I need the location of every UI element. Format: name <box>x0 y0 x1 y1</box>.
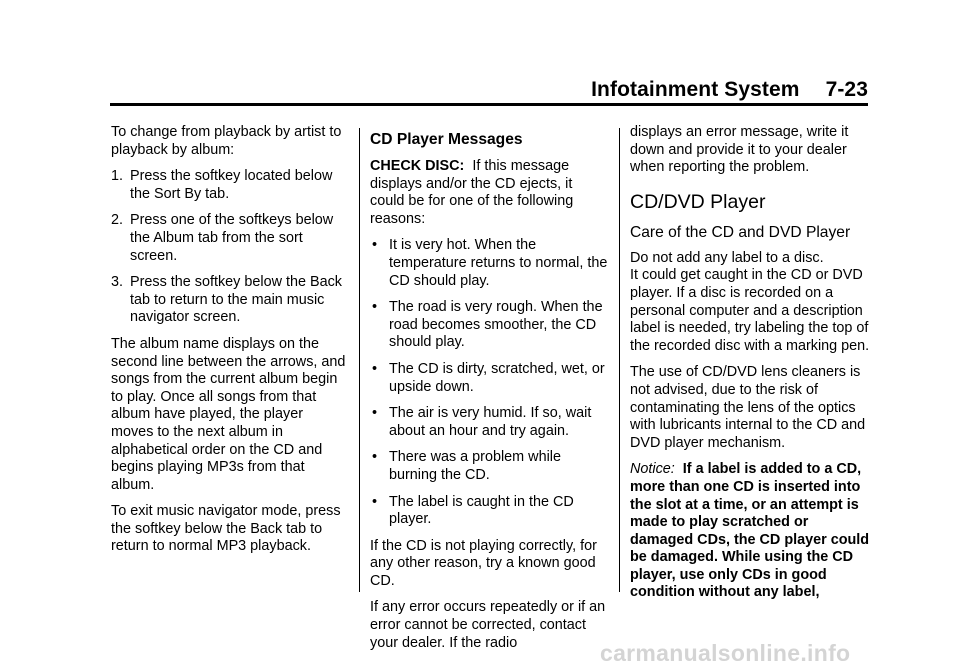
step-item <box>111 274 349 327</box>
bullet-icon: • <box>372 493 378 510</box>
step-item <box>111 212 349 265</box>
step-text: Press the softkey below the Back tab to return to the main music navigator screen. <box>130 274 342 326</box>
exit-paragraph: To exit music navigator mode, press the softkey below the Back tab to return to normal MP3 playback. <box>111 503 341 555</box>
column-divider-2 <box>619 128 620 592</box>
step-number: 2. <box>111 212 124 229</box>
care-subheading: Care of the CD and DVD Player <box>630 223 851 241</box>
step-number: 1. <box>111 168 124 185</box>
error-paragraph: If any error occurs repeatedly or if an error cannot be corrected, contact your dealer. If the radio <box>370 599 606 651</box>
bullet-icon: • <box>372 449 378 466</box>
label-warning: Do not add any label to a disc. <box>630 249 824 266</box>
label-paragraph <box>630 250 870 356</box>
bullet-text: The air is very humid. If so, wait about an hour and try again. <box>389 405 592 439</box>
column-2 <box>370 124 610 661</box>
bullet-item <box>370 361 610 396</box>
step-number: 3. <box>111 274 124 291</box>
step-text: Press the softkey located below the Sort By tab. <box>130 168 333 202</box>
lens-cleaner-paragraph: The use of CD/DVD lens cleaners is not advised, due to the risk of contaminating the lens of the optics with lubricants internal to the CD and DVD player mechanism. <box>630 364 866 451</box>
header-rule <box>110 103 868 106</box>
step-text: Press one of the softkeys below the Album tab from the sort screen. <box>130 212 334 264</box>
bullet-text: The CD is dirty, scratched, wet, or upside down. <box>389 360 605 395</box>
label-explanation: It could get caught in the CD or DVD player. If a disc is recorded on a personal computer and a description label is needed, try labeling the top of the recorded disc with a marking pen. <box>630 267 870 354</box>
page-number: 7-23 <box>825 78 868 101</box>
bullet-text: It is very hot. When the temperature returns to normal, the CD should play. <box>389 237 608 289</box>
notice-paragraph <box>630 461 870 602</box>
column-1 <box>111 124 349 565</box>
bullet-text: There was a problem while burning the CD. <box>389 449 561 483</box>
bullet-icon: • <box>372 405 378 422</box>
column-divider-1 <box>359 128 360 592</box>
bullet-item <box>370 299 610 352</box>
cd-messages-heading: CD Player Messages <box>370 131 523 148</box>
check-disc-text: If this message displays and/or the CD ejects, it could be for one of the following reasons: <box>370 158 574 227</box>
section-title: Infotainment System <box>591 78 800 101</box>
notice-text: If a label is added to a CD, more than one CD is inserted into the slot at a time, or an attempt is made to play scratched or damaged CDs, the CD player could be damaged. While using the CD player, use only CDs in good condition without any label, <box>630 461 870 601</box>
intro-text: To change from playback by artist to playback by album: <box>111 124 342 158</box>
error-continuation: displays an error message, write it down and provide it to your dealer when reporting the problem. <box>630 124 849 176</box>
bullet-item <box>370 405 610 440</box>
bullet-item <box>370 494 610 529</box>
step-item <box>111 168 349 203</box>
watermark: carmanualsonline.info <box>600 640 851 666</box>
album-paragraph: The album name displays on the second line between the arrows, and songs from the current album begin to play. Once all songs from that album have played, the player moves to the next album in alphabetical order on the CD and begins playing MP3s from that album. <box>111 335 346 493</box>
column-3 <box>630 124 870 611</box>
bullet-icon: • <box>372 299 378 316</box>
bullet-icon: • <box>372 360 378 377</box>
bullet-text: The road is very rough. When the road becomes smoother, the CD should play. <box>389 299 603 351</box>
check-disc-paragraph <box>370 158 610 228</box>
bullet-text: The label is caught in the CD player. <box>389 493 574 528</box>
notice-label: Notice: <box>630 461 675 478</box>
cd-dvd-player-heading: CD/DVD Player <box>630 190 766 213</box>
page-header <box>591 78 868 102</box>
bullet-icon: • <box>372 237 378 254</box>
check-disc-label: CHECK DISC: <box>370 158 465 174</box>
bullet-item <box>370 449 610 484</box>
known-good-cd-paragraph: If the CD is not playing correctly, for any other reason, try a known good CD. <box>370 537 597 589</box>
bullet-item <box>370 237 610 290</box>
